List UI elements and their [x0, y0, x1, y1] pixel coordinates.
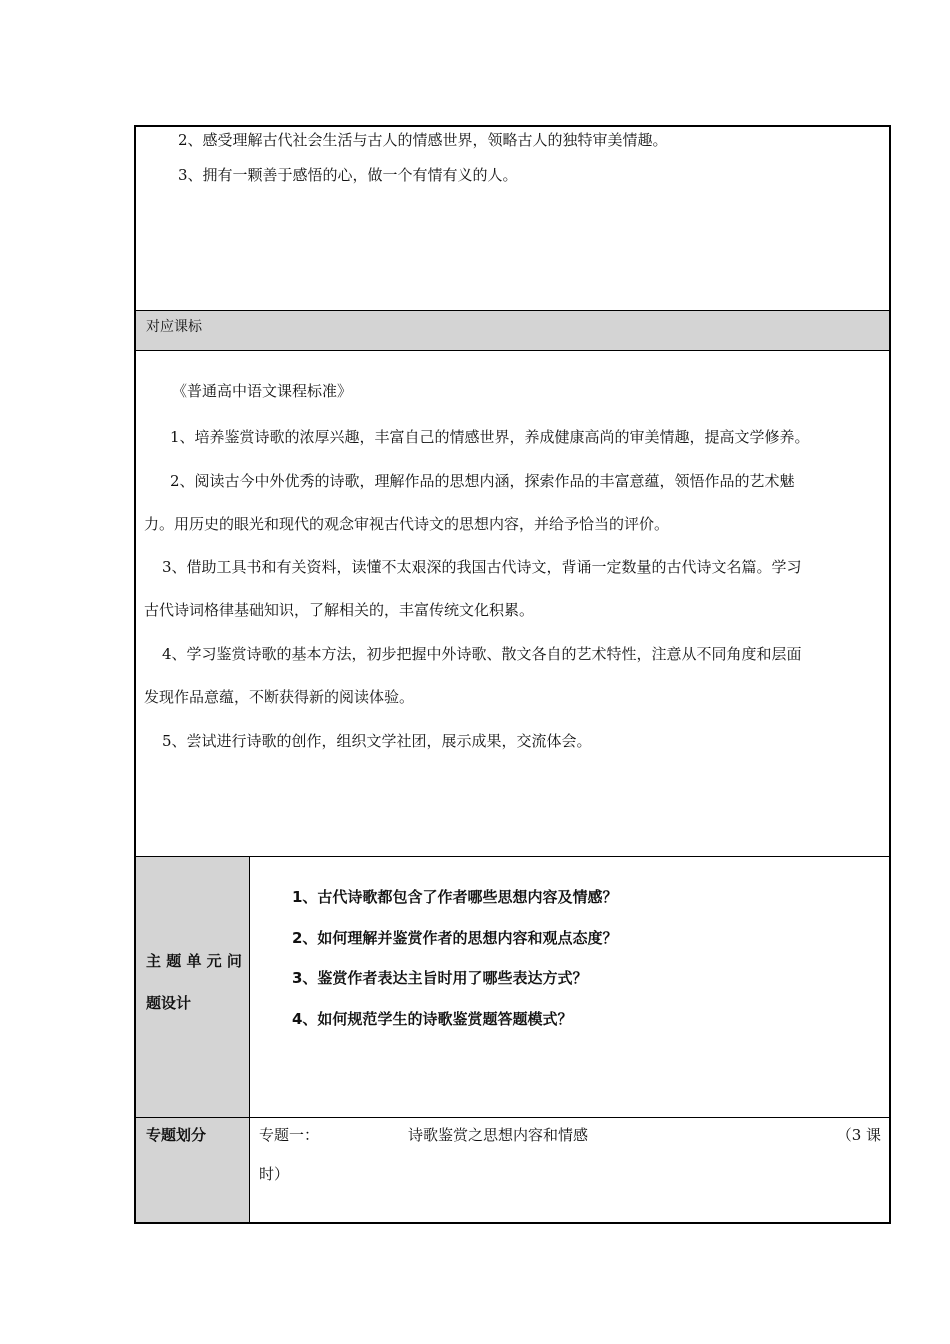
topic-name: 专题一： — [259, 1126, 320, 1144]
topic-hours-cont: 时） — [259, 1165, 290, 1183]
topic-title: 诗歌鉴赏之思想内容和情感 — [408, 1126, 589, 1144]
topics-content-cell — [250, 1118, 889, 1222]
standard-item: 3、借助工具书和有关资料，读懂不太艰深的我国古代诗文，背诵一定数量的古代诗文名篇。学习 — [162, 558, 802, 576]
questions-content-cell — [250, 857, 889, 1117]
topics-row — [136, 1118, 889, 1222]
document-table — [134, 125, 891, 1224]
question-item: 2、如何理解并鉴赏作者的思想内容和观点态度？ — [292, 929, 618, 947]
goals-row — [136, 127, 889, 311]
standards-header: 对应课标 — [146, 319, 202, 335]
goal-item: 2、感受理解古代社会生活与古人的情感世界，领略古人的独特审美情趣。 — [178, 131, 668, 149]
topics-label: 专题划分 — [146, 1126, 207, 1144]
standard-item: 古代诗词格律基础知识，了解相关的，丰富传统文化积累。 — [144, 601, 535, 619]
questions-label-line: 主 题 单 元 问 — [146, 952, 242, 970]
question-item: 3、鉴赏作者表达主旨时用了哪些表达方式？ — [292, 969, 588, 987]
standard-item: 发现作品意蕴，不断获得新的阅读体验。 — [144, 688, 415, 706]
topics-label-cell — [136, 1118, 250, 1222]
goal-item: 3、拥有一颗善于感悟的心，做一个有情有义的人。 — [178, 166, 518, 184]
question-item: 1、古代诗歌都包含了作者哪些思想内容及情感？ — [292, 888, 618, 906]
topic-hours: （3 课 — [836, 1126, 881, 1144]
questions-label-cell — [136, 857, 250, 1117]
standards-title: 《普通高中语文课程标准》 — [172, 382, 353, 400]
standards-header-row — [136, 311, 889, 351]
questions-label-line: 题设计 — [146, 994, 192, 1012]
questions-row — [136, 857, 889, 1118]
standard-item: 2、阅读古今中外优秀的诗歌，理解作品的思想内涵，探索作品的丰富意蕴，领悟作品的艺术魅 — [170, 472, 795, 490]
standard-item: 5、尝试进行诗歌的创作，组织文学社团，展示成果，交流体会。 — [162, 732, 592, 750]
standard-item: 力。用历史的眼光和现代的观念审视古代诗文的思想内容，并给予恰当的评价。 — [144, 515, 670, 533]
standard-item: 4、学习鉴赏诗歌的基本方法，初步把握中外诗歌、散文各自的艺术特性，注意从不同角度和层面 — [162, 645, 802, 663]
standards-content-row — [136, 351, 889, 857]
question-item: 4、如何规范学生的诗歌鉴赏题答题模式？ — [292, 1010, 573, 1028]
standard-item: 1、培养鉴赏诗歌的浓厚兴趣，丰富自己的情感世界，养成健康高尚的审美情趣，提高文学修养。 — [170, 428, 810, 446]
